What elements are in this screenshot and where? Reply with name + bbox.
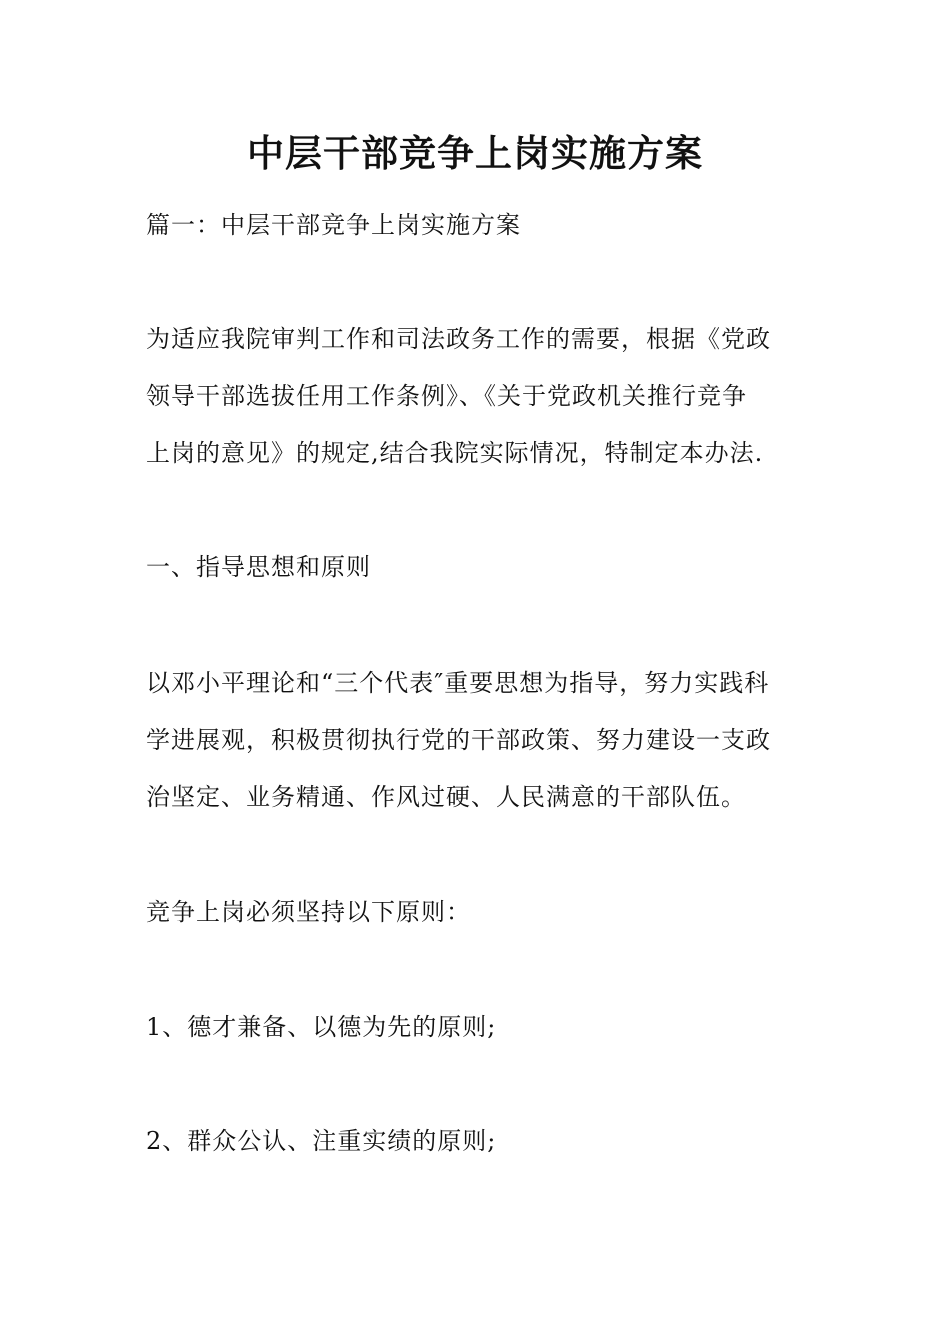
intro-line: 上岗的意见》的规定,结合我院实际情况，特制定本办法. [146, 439, 764, 467]
intro-line: 领导干部选拔任用工作条例》、《关于党政机关推行竞争 [146, 382, 747, 410]
principle-item-1: 1、德才兼备、以德为先的原则; [146, 1013, 497, 1041]
intro-line: 为适应我院审判工作和司法政务工作的需要，根据《党政 [146, 325, 771, 353]
paragraph-line: 治坚定、业务精通、作风过硬、人民满意的干部队伍。 [146, 783, 746, 811]
intro-paragraph [146, 311, 806, 482]
paragraph-line: 以邓小平理论和“三个代表″重要思想为指导，努力实践科 [146, 669, 770, 697]
principle-item-2: 2、群众公认、注重实绩的原则; [146, 1127, 497, 1155]
section-heading: 一、指导思想和原则 [146, 553, 371, 581]
paragraph-line: 学进展观，积极贯彻执行党的干部政策、努力建设一支政 [146, 726, 771, 754]
principles-intro: 竞争上岗必须坚持以下原则： [146, 898, 471, 926]
guiding-thought-paragraph [146, 655, 806, 826]
document-title: 中层干部竞争上岗实施方案 [247, 131, 703, 175]
document-subtitle: 篇一：中层干部竞争上岗实施方案 [146, 211, 521, 239]
